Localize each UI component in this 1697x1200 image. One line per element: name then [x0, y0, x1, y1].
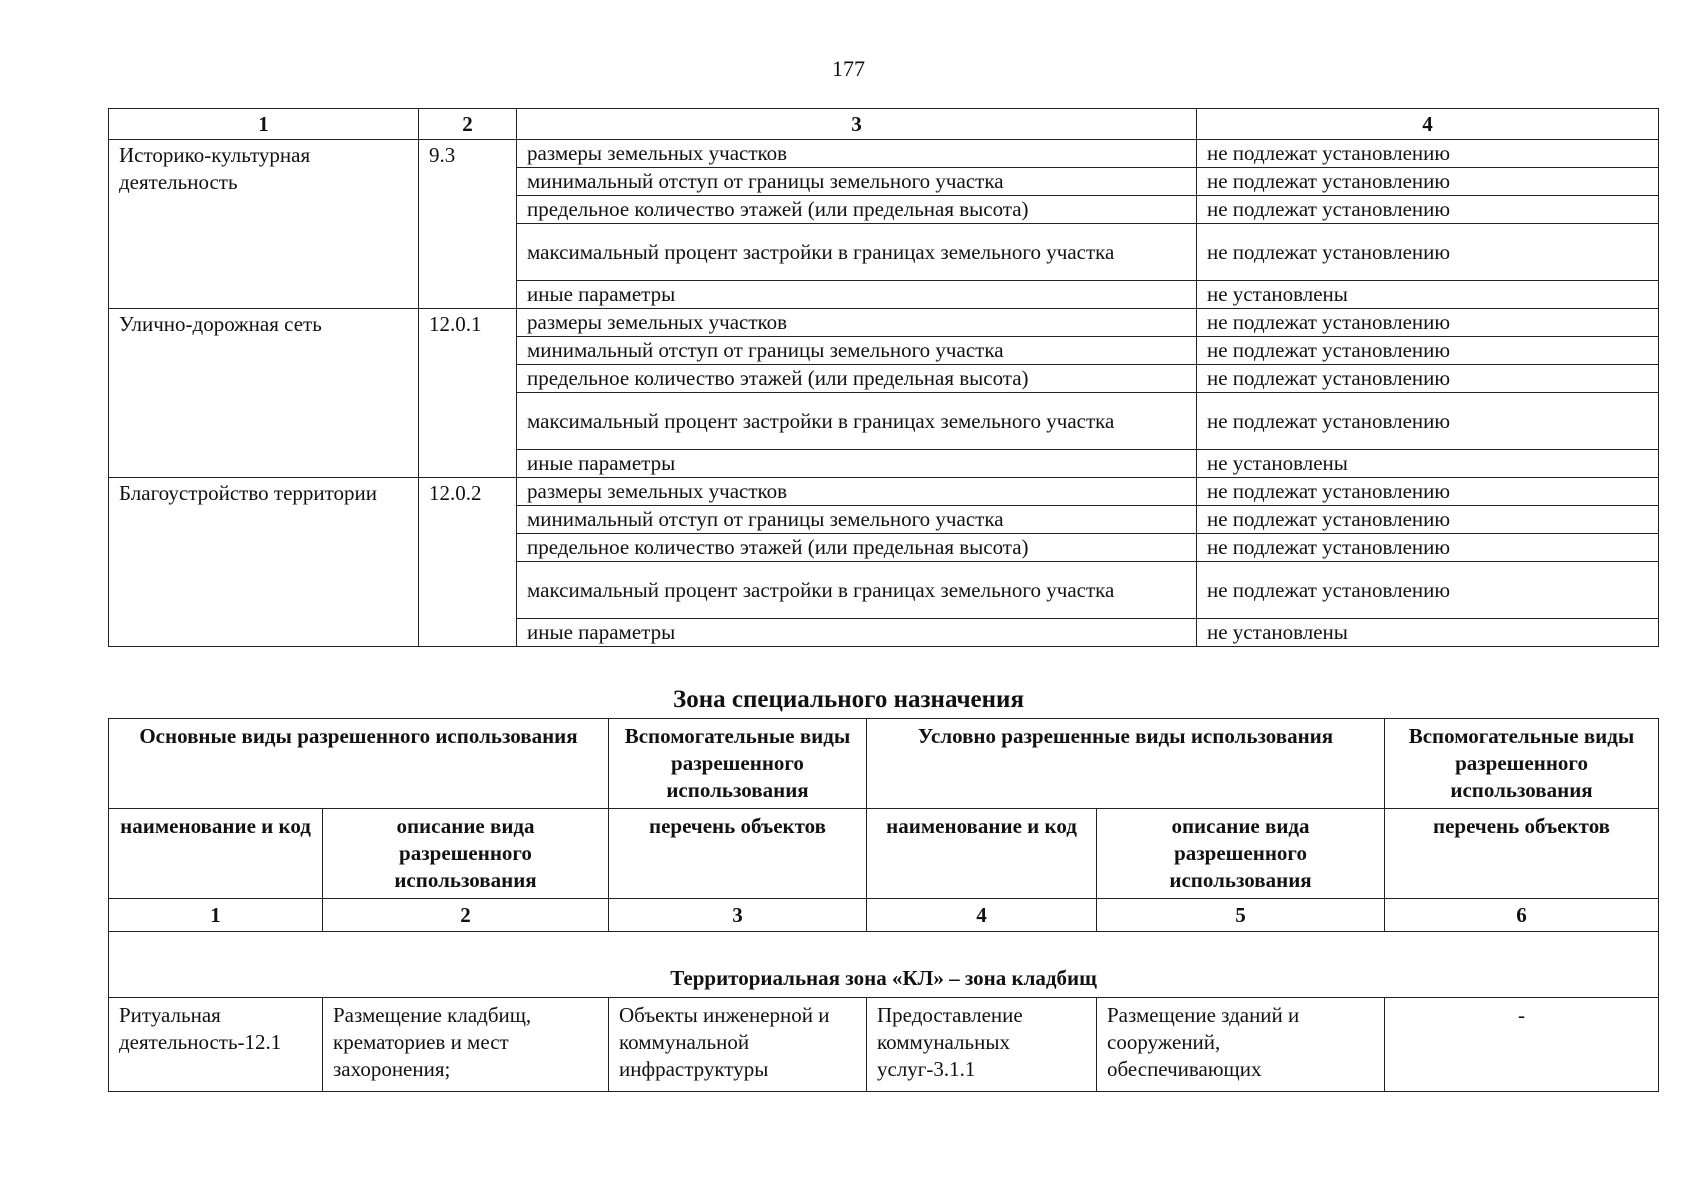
table-row: [109, 309, 1659, 337]
parameter-value: не подлежат установлению: [1197, 506, 1659, 534]
parameter-value: не установлены: [1197, 450, 1659, 478]
parameter-value: не подлежат установлению: [1197, 196, 1659, 224]
aux-uses-header: Вспомогательные виды разрешенного использования: [609, 719, 867, 809]
column-number: 4: [867, 899, 1097, 932]
parameter-label: предельное количество этажей (или предельная высота): [517, 365, 1197, 393]
column-number: 1: [109, 109, 419, 140]
parameter-label: иные параметры: [517, 450, 1197, 478]
parameter-label: минимальный отступ от границы земельного участка: [517, 168, 1197, 196]
objects-list-header: перечень объектов: [1385, 809, 1659, 899]
parameter-value: не подлежат установлению: [1197, 534, 1659, 562]
name-code-header: наименование и код: [867, 809, 1097, 899]
parameter-label: предельное количество этажей (или предельная высота): [517, 196, 1197, 224]
parameter-value: не подлежат установлению: [1197, 140, 1659, 168]
objects-list-header: перечень объектов: [609, 809, 867, 899]
parameter-value: не подлежат установлению: [1197, 337, 1659, 365]
zone-uses-table: [108, 718, 1659, 1092]
parameter-value: не установлены: [1197, 281, 1659, 309]
zone-name-row: [109, 932, 1659, 998]
conditional-uses-header: Условно разрешенные виды использования: [867, 719, 1385, 809]
parameters-table: [108, 108, 1659, 647]
parameter-label: минимальный отступ от границы земельного участка: [517, 337, 1197, 365]
parameter-label: размеры земельных участков: [517, 478, 1197, 506]
description-header: описание вида разрешенного использования: [1097, 809, 1385, 899]
group-header-row: [109, 719, 1659, 809]
column-number: 3: [517, 109, 1197, 140]
aux-objects-list: Объекты инженерной и коммунальной инфраструктуры: [609, 998, 867, 1092]
parameter-value: не подлежат установлению: [1197, 562, 1659, 619]
conditional-use-description: Размещение зданий и сооружений, обеспечивающих: [1097, 998, 1385, 1092]
column-number: 6: [1385, 899, 1659, 932]
main-uses-header: Основные виды разрешенного использования: [109, 719, 609, 809]
column-number-row: [109, 109, 1659, 140]
parameter-label: максимальный процент застройки в границах земельного участка: [517, 562, 1197, 619]
use-type-code: 12.0.2: [419, 478, 517, 647]
aux-objects-list: -: [1385, 998, 1659, 1092]
main-use-description: Размещение кладбищ, крематориев и мест захоронения;: [323, 998, 609, 1092]
parameter-value: не подлежат установлению: [1197, 224, 1659, 281]
use-type-name: Историко-культурная деятельность: [109, 140, 419, 309]
page-number: 177: [832, 56, 865, 81]
parameter-value: не подлежат установлению: [1197, 168, 1659, 196]
parameter-value: не подлежат установлению: [1197, 393, 1659, 450]
conditional-use-name-code: Предоставление коммунальных услуг-3.1.1: [867, 998, 1097, 1092]
column-number: 4: [1197, 109, 1659, 140]
use-type-name: Благоустройство территории: [109, 478, 419, 647]
column-number: 2: [323, 899, 609, 932]
table-row: [109, 140, 1659, 168]
parameter-label: иные параметры: [517, 619, 1197, 647]
zone-title: Зона специального назначения: [673, 686, 1024, 713]
use-type-code: 9.3: [419, 140, 517, 309]
zone-name: Территориальная зона «КЛ» – зона кладбищ: [109, 932, 1659, 998]
name-code-header: наименование и код: [109, 809, 323, 899]
description-header: описание вида разрешенного использования: [323, 809, 609, 899]
parameter-value: не подлежат установлению: [1197, 365, 1659, 393]
table-row: [109, 478, 1659, 506]
sub-header-row: [109, 809, 1659, 899]
parameter-value: не установлены: [1197, 619, 1659, 647]
column-number: 5: [1097, 899, 1385, 932]
parameter-label: минимальный отступ от границы земельного участка: [517, 506, 1197, 534]
parameter-value: не подлежат установлению: [1197, 309, 1659, 337]
parameter-label: иные параметры: [517, 281, 1197, 309]
use-type-code: 12.0.1: [419, 309, 517, 478]
table-row: [109, 998, 1659, 1092]
column-number-row: [109, 899, 1659, 932]
column-number: 1: [109, 899, 323, 932]
column-number: 2: [419, 109, 517, 140]
parameter-label: максимальный процент застройки в границах земельного участка: [517, 224, 1197, 281]
parameter-value: не подлежат установлению: [1197, 478, 1659, 506]
parameter-label: размеры земельных участков: [517, 140, 1197, 168]
parameter-label: размеры земельных участков: [517, 309, 1197, 337]
column-number: 3: [609, 899, 867, 932]
parameter-label: максимальный процент застройки в границах земельного участка: [517, 393, 1197, 450]
aux-uses-header: Вспомогательные виды разрешенного использования: [1385, 719, 1659, 809]
use-type-name: Улично-дорожная сеть: [109, 309, 419, 478]
main-use-name-code: Ритуальная деятельность-12.1: [109, 998, 323, 1092]
parameter-label: предельное количество этажей (или предельная высота): [517, 534, 1197, 562]
